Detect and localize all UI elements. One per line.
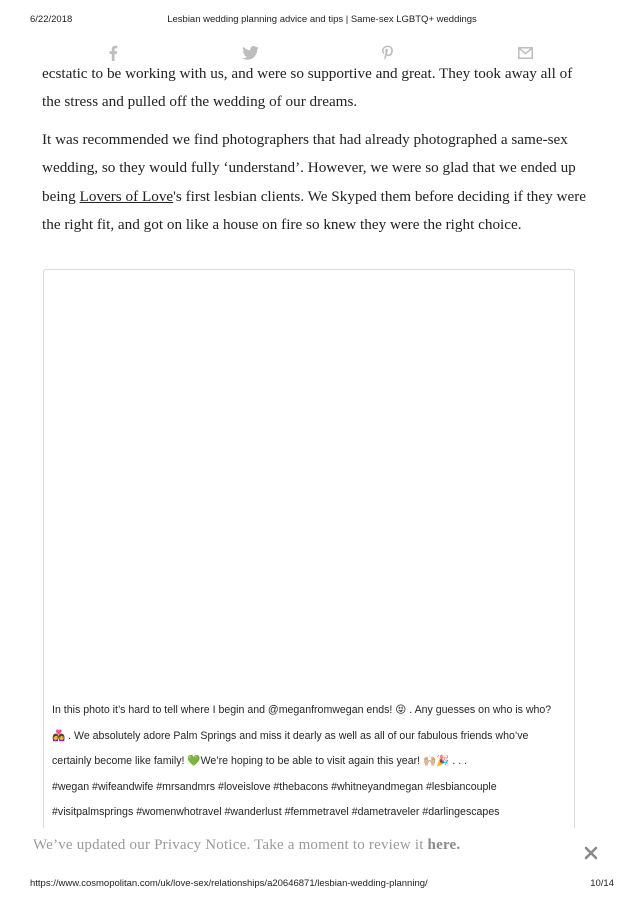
print-page-title: Lesbian wedding planning advice and tips | Same-sex LGBTQ+ weddings	[167, 14, 477, 25]
article-paragraph-1	[42, 60, 598, 117]
privacy-notice-link[interactable]: here.	[427, 837, 461, 853]
caption-hashtags: #visitpalmsprings #womenwhotravel #wanderlust #femmetravel #dametraveler #darlingescapes	[52, 806, 500, 819]
caption-text: In this photo it’s hard to tell where I begin and @meganfromwegan ends! 😝 . Any guesses on who is who? 👩‍❤️‍👩 . We absolutely adore Palm Springs and miss it dearly as well as all of our fabulous friends who’ve certainly become like family! 💚We’re hoping to be able to visit again this year! 🙌🏼🎉 . . .	[52, 704, 552, 768]
privacy-notice-message: We’ve updated our Privacy Notice. Take a moment to review it	[33, 837, 428, 853]
print-page-number: 10/14	[590, 878, 614, 889]
paragraph-text: It was recommended we find photographers that had already photographed a same-sex wedding, so they would fully ‘understand’. However, we were so glad that we ended up being	[42, 131, 576, 205]
caption-hashtags: #wegan #wifeandwife #mrsandmrs #loveislove #thebacons #whitneyandmegan #lesbiancouple	[52, 780, 497, 793]
print-header	[30, 14, 614, 28]
share-bar	[0, 43, 638, 63]
paragraph-line: ecstatic to be working with us, and were so supportive and great. They took away all of	[42, 65, 573, 82]
paragraph-text: 's first lesbian clients. We Skyped them before deciding if they were the right fit, and got on like a house on fire so knew they were the right choice.	[42, 187, 587, 234]
close-icon[interactable]	[584, 846, 600, 862]
print-footer	[30, 878, 614, 892]
privacy-notice-banner	[0, 828, 638, 874]
print-date: 6/22/2018	[30, 14, 73, 25]
article-paragraph-2	[42, 126, 598, 240]
print-url: https://www.cosmopolitan.com/uk/love-sex/relationships/a20646871/lesbian-wedding-planning/	[30, 878, 428, 889]
lovers-of-love-link[interactable]: Lovers of Love	[79, 187, 174, 205]
pinterest-icon[interactable]	[377, 43, 397, 63]
twitter-icon[interactable]	[240, 43, 260, 63]
paragraph-line: the stress and pulled off the wedding of our dreams.	[42, 93, 358, 111]
facebook-icon[interactable]	[103, 43, 123, 63]
instagram-embed[interactable]	[43, 269, 575, 861]
privacy-notice-text	[33, 837, 460, 854]
email-icon[interactable]	[515, 43, 535, 63]
instagram-caption	[52, 698, 564, 826]
